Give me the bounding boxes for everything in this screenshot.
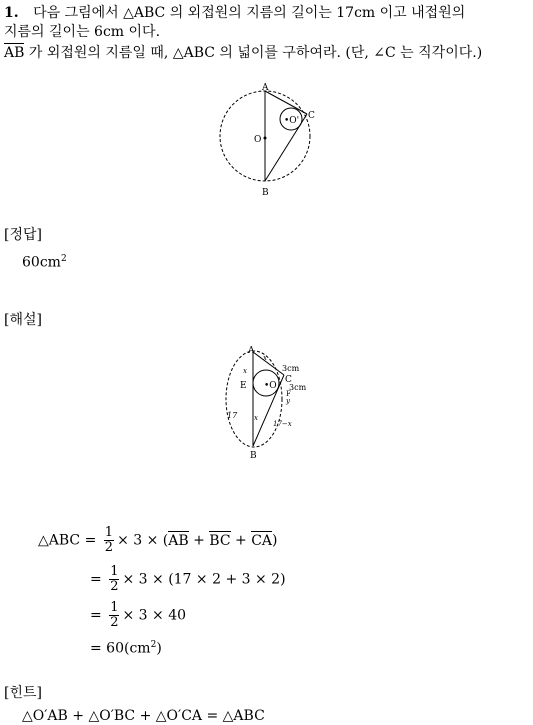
close-paren: ) (272, 532, 278, 549)
label-f: F (286, 390, 291, 398)
label-a: A (248, 346, 255, 356)
label-c: C (308, 111, 315, 121)
equation-lhs: △ABC = (38, 532, 97, 549)
problem-text-1: 다음 그림에서 △ABC 의 외접원의 지름의 길이는 17cm 이고 내접원의 (33, 5, 466, 21)
fraction-half-3 (109, 601, 119, 630)
answer-header: [정답] (4, 227, 42, 243)
frac-num: 1 (110, 600, 119, 615)
explanation-header: [해설] (4, 312, 42, 328)
problem-figure (215, 82, 325, 200)
eq-sign-2: = (90, 571, 102, 588)
label-y: y (286, 397, 290, 405)
equation-line-2 (90, 565, 286, 594)
eq-sign-3: = (90, 607, 102, 624)
problem-line-3 (4, 44, 482, 62)
label-o-prime: •O' (284, 116, 300, 126)
frac-num: 1 (104, 525, 114, 540)
equation-line-1 (38, 526, 278, 555)
label-3cm-side: 3cm (289, 383, 307, 392)
hint-formula: △O′AB + △O′BC + △O′CA = △ABC (22, 708, 265, 724)
equation-mid: × 3 × ( (117, 532, 169, 549)
hint-header: [힌트] (4, 685, 42, 701)
equation-rest-3: × 3 × 40 (122, 607, 187, 624)
plus-1: + (188, 532, 210, 549)
equation-result: = 60(cm (90, 640, 151, 657)
label-17-minus-x: 17−x (273, 420, 292, 428)
plus-2: + (230, 532, 252, 549)
center-o (264, 137, 267, 140)
fraction-half-2 (109, 565, 119, 594)
problem-line-2: 지름의 길이는 6cm 이다. (4, 24, 161, 40)
label-x-1: x (263, 354, 267, 362)
problem-number: 1. (4, 5, 19, 21)
label-o: •O (264, 381, 277, 391)
segment-ab: AB (4, 45, 25, 61)
label-x-3: x (254, 414, 258, 422)
label-o: O (254, 135, 262, 145)
equation-result-sup: 2 (150, 640, 157, 650)
equation-line-4 (90, 640, 162, 657)
label-b: B (262, 188, 269, 198)
label-a: A (262, 83, 269, 93)
answer-value (22, 250, 67, 272)
answer-superscript: 2 (60, 254, 67, 264)
label-c: C (285, 375, 292, 385)
label-3cm-top: 3cm (282, 364, 300, 373)
side-ac (253, 352, 284, 375)
seg-bc: BC (209, 532, 231, 549)
frac-num: 1 (110, 564, 119, 579)
equation-rest-2: × 3 × (17 × 2 + 3 × 2) (122, 571, 286, 588)
seg-ab: AB (168, 532, 189, 549)
seg-ca: CA (251, 532, 273, 549)
frac-den: 2 (110, 615, 119, 630)
frac-den: 2 (104, 540, 114, 555)
fraction-half-1 (104, 526, 114, 555)
side-ac (265, 91, 307, 114)
label-b: B (250, 451, 257, 461)
equation-result-close: ) (156, 640, 162, 657)
label-e: E (240, 381, 247, 391)
answer-number: 60cm (22, 254, 61, 271)
label-x-2: x (243, 367, 247, 375)
explanation-figure (224, 342, 316, 462)
label-17: 17 (227, 411, 238, 420)
problem-text-3: 가 외접원의 지름일 때, △ABC 의 넓이를 구하여라. (단, ∠C 는 직각이다.) (24, 45, 483, 61)
problem-line-1 (4, 4, 465, 22)
equation-line-3 (90, 601, 186, 630)
frac-den: 2 (110, 579, 119, 594)
